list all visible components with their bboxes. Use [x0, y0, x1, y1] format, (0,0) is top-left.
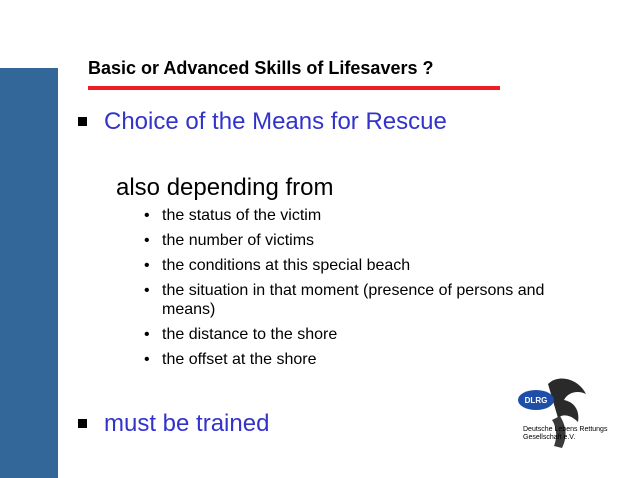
sub-bullet-text: the number of victims: [162, 232, 315, 249]
bullet-dot-icon: •: [144, 282, 150, 299]
slide-title: Basic or Advanced Skills of Lifesavers ?: [88, 58, 434, 78]
sub-bullet-item: [144, 256, 594, 275]
bullet-dot-icon: •: [144, 351, 150, 368]
main-bullet-trained-text: must be trained: [104, 410, 270, 437]
sub-bullet-item: [144, 350, 594, 369]
main-bullet-choice: [78, 108, 447, 136]
sub-bullet-text: the status of the victim: [162, 207, 322, 224]
bullet-dot-icon: •: [144, 257, 150, 274]
bullet-dot-icon: •: [144, 207, 150, 224]
main-bullet-trained: [78, 410, 269, 438]
bullet-dot-icon: •: [144, 232, 150, 249]
sub-bullet-text: the distance to the shore: [162, 326, 338, 343]
logo-caption-line-1: Deutsche Lebens Rettungs: [523, 426, 608, 433]
sub-bullet-item: [144, 325, 594, 344]
sub-bullet-item: [144, 206, 594, 225]
logo-caption: [523, 426, 607, 442]
main-bullet-choice-text: Choice of the Means for Rescue: [104, 108, 447, 135]
sub-bullet-item: [144, 231, 594, 250]
square-bullet-icon: [78, 117, 87, 126]
dlrg-eagle-logo-icon: [508, 370, 598, 460]
title-underline: [88, 86, 500, 90]
bullet-dot-icon: •: [144, 326, 150, 343]
subheading: also depending from: [116, 174, 334, 201]
dlrg-emblem-text: DLRG: [524, 396, 548, 405]
sub-bullet-text: the offset at the shore: [162, 351, 317, 368]
left-accent-bar: [0, 68, 58, 478]
sub-bullet-text: the situation in that moment (presence of persons and means): [162, 282, 545, 318]
logo-caption-line-2: Gesellschaft e.V.: [523, 434, 576, 441]
sub-bullet-item: [144, 281, 594, 319]
sub-bullet-text: the conditions at this special beach: [162, 257, 411, 274]
sub-bullet-list: [144, 206, 594, 375]
square-bullet-icon: [78, 419, 87, 428]
